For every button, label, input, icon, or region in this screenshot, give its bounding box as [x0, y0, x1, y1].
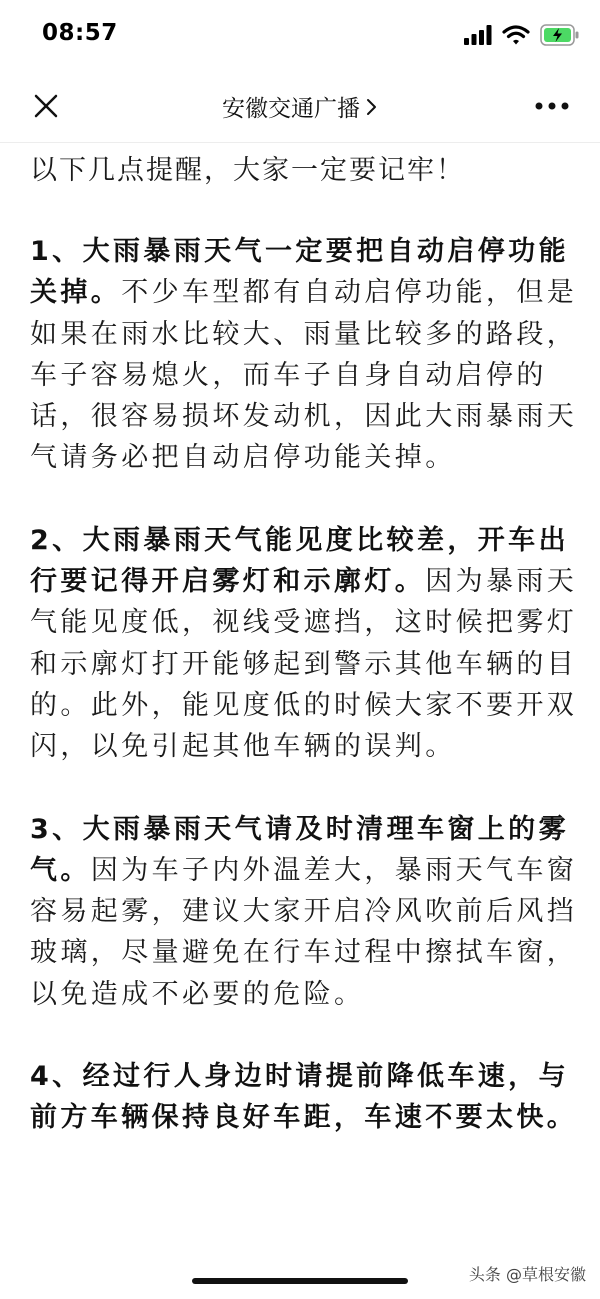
point-text: 因为暴雨天气能见度低，视线受遮挡，这时候把雾灯和示廓灯打开能够起到警示其他车辆的目的。此外，能见度低的时候大家不要开双闪，以免引起其他车辆的误判。 [30, 566, 578, 763]
point-heading: 3、大雨暴雨天气请及时清理车窗上的雾气。 [30, 813, 569, 886]
intro-paragraph: 以下几点提醒，大家一定要记牢！ [30, 155, 465, 186]
status-time: 08:57 [42, 20, 118, 46]
home-indicator[interactable] [192, 1278, 408, 1284]
point-paragraph-4 [30, 1056, 578, 1139]
watermark: 头条 @草根安徽 [468, 1265, 586, 1284]
battery-charging-icon [540, 24, 580, 50]
article-body [30, 146, 578, 1139]
signal-icon [464, 25, 492, 49]
status-bar [0, 0, 600, 72]
account-name: 安徽交通广播 [222, 96, 360, 122]
chevron-right-icon [366, 97, 378, 123]
point-paragraph-3 [30, 809, 578, 1015]
point-heading: 2、大雨暴雨天气能见度比较差，开车出行要记得开启雾灯和示廓灯。 [30, 524, 569, 598]
point-paragraph-2 [30, 520, 578, 768]
wifi-icon [502, 25, 530, 49]
more-icon [534, 101, 570, 111]
point-paragraph-1 [30, 231, 578, 479]
point-text: 因为车子内外温差大，暴雨天气车窗容易起雾，建议大家开启冷风吹前后风挡玻璃，尽量避免在行车过程中擦拭车窗，以免造成不必要的危险。 [30, 854, 578, 1010]
point-heading: 1、大雨暴雨天气一定要把自动启停功能关掉。 [30, 236, 569, 309]
point-text: 不少车型都有自动启停功能，但是如果在雨水比较大、雨量比较多的路段，车子容易熄火，而车子自身自动启停的话，很容易损坏发动机，因此大雨暴雨天气请务必把自动启停功能关掉。 [30, 277, 578, 474]
point-heading: 4、经过行人身边时请提前降低车速，与前方车辆保持良好车距，车速不要太快。 [30, 1061, 578, 1134]
status-icons [464, 22, 580, 52]
more-button[interactable] [530, 86, 574, 126]
account-title-link[interactable] [0, 90, 600, 123]
nav-bar [0, 72, 600, 143]
